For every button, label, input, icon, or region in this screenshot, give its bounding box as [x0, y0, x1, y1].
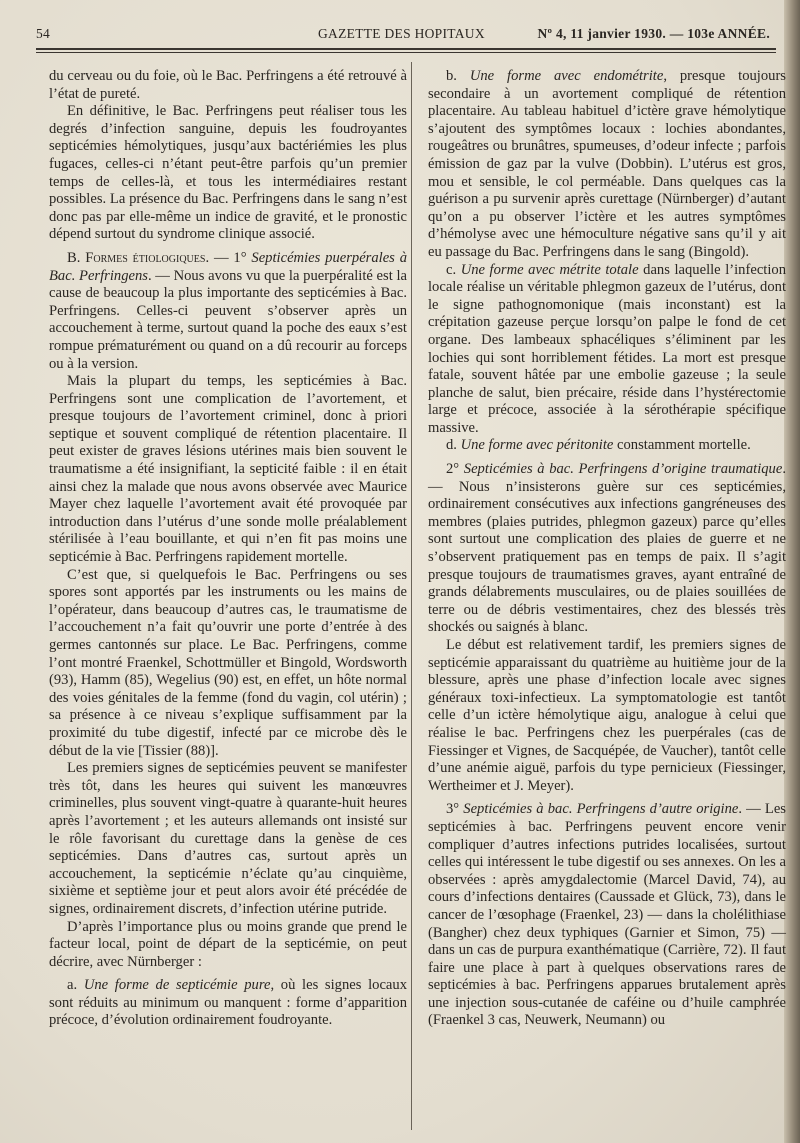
- section-heading: Formes étiologiques: [85, 249, 206, 266]
- paragraph: [49, 567, 407, 761]
- paragraph-text: Le début est relativement tardif, les premiers signes de septicémie apparaissant du quatrième au huitième jour de la blessure, après une phase d’infection locale avec signes généraux toxi-infectieux. La symptomatologie est tantôt celle d’un ictère hémolytique aigu, analogue à celui que réalise le bac. Perfringens chez les puerpérales (cas de Fiessinger et Vignes, de Sacquépée, de Vaucher), tantôt celle d’une anémie aiguë, parfois du type pernicieux (Fiessinger, Wertheimer et J. Meyer).: [428, 637, 786, 794]
- paragraph: [428, 68, 786, 262]
- paragraph-text: . — Nous avons vu que la puerpéralité est la cause de beaucoup la plus importante des septicémies à Bac. Perfringens. Celles-ci peuvent s’observer après un accouchement à terme, surtout quand la poche des eaux s’est rompue prématurément ou quand on a dû recourir au forceps ou à la version.: [49, 267, 407, 372]
- paragraph-text: constamment mortelle.: [613, 437, 751, 454]
- page-edge: [784, 0, 800, 1143]
- paragraph-lead: a.: [67, 977, 84, 994]
- paragraph-text: . — Les septicémies à bac. Perfringens peuvent encore venir compliquer d’autres infections putrides localisées, surtout celles qui intéressent le tube digestif ou ses annexes. On les a observées : après amygdalectomie (Marcel David, 74), au cours d’infections dentaires (Caussade et Glück, 73), dans le cancer de l’œsophage (Fraenkel, 23) — dans la cholélithiase (Bangher) chez deux typhiques (Garnier et Simon, 75) — dans un cas de purpura exanthématique (Carrière, 72). Il faut faire une place à part à quelques observations rares de septicémies à bac. Perfringens apparues brutalement après une injection sous-cutanée de caféine ou d’huile camphrée (Fraenkel 3 cas, Neuwerk, Neumann) ou: [428, 801, 786, 1029]
- paragraph: [49, 977, 407, 1030]
- header-rule-thin: [36, 52, 776, 53]
- paragraph: [49, 373, 407, 567]
- paragraph-lead: b.: [446, 68, 470, 84]
- page-number: 54: [36, 26, 51, 41]
- paragraph: [428, 262, 786, 438]
- issue-info: Nº 4, 11 janvier 1930. — 103e ANNÉE.: [537, 26, 770, 41]
- paragraph-text: , presque toujours secondaire à un avortement compliqué de rétention placentaire. Au tableau habituel d’ictère grave hémolytique s’ajoutent des symptômes locaux : lochies abondantes, rougeâtres ou brunâtres, spumeuses, d’odeur infecte ; parfois émission de gaz par la vulve (Dobbin). L’utérus est gros, mou et sensible, le col perméable. Dans quelques cas la guérison a pu survenir après curettage (Nürnberger) d’autant qu’on a pu observer l’ictère et les autres symptômes d’hémolyse avec une hémoculture négative sans qu’il y ait eu passage du Bac. Perfringens dans le sang (Bingold).: [428, 68, 786, 260]
- paragraph-text: Mais la plupart du temps, les septicémies à Bac. Perfringens sont une complication de l’avortement, et presque toujours de l’avortement criminel, donc à priori septique et souvent compliqué de rétention placentaire. Il peut exister de graves lésions utérines mais bien souvent le traumatisme a été insignifiant, la septicité faible : il en était ainsi chez la malade que nous avons observée avec Maurice Mayer chez laquelle l’avortement avait été provoquée par introduction dans l’utérus d’une sonde molle préalablement stérilisée à l’eau bouillante, et qui n’en fit pas moins une septicémie à Bac. Perfringens rapidement mortelle.: [49, 373, 407, 566]
- paragraph-text: C’est que, si quelquefois le Bac. Perfringens ou ses spores sont apportés par les instruments ou les mains de l’opérateur, dans beaucoup d’autres cas, le traumatisme de l’accouchement n’a fait qu’ouvrir une porte d’entrée à des germes cantonnés sur place. Le Bac. Perfringens, comme l’ont montré Fraenkel, Schottmüller et Bingold, Wordsworth (93), Hamm (85), Wegelius (90) est, en effet, un hôte normal des voies génitales de la femme (fond du vagin, col utérin) ; sa présence à ce niveau s’explique suffisamment par la proximité du tube digestif, infecté par ce microbe dès le début de la vie [Tissier (88)].: [49, 566, 407, 759]
- subsection-title: Septicémies à bac. Perfringens d’origine traumatique: [463, 461, 783, 478]
- page-header: [36, 26, 782, 48]
- paragraph-lead: 2°: [446, 461, 464, 478]
- subsection-title: Une forme de septicémie pure: [83, 977, 271, 994]
- paragraph-text: . — Nous n’insisterons guère sur ces septicémies, ordinairement consécutives aux infections gangréneuses des membres (plaies putrides, phlegmon gazeux) parce qu’elles sont surtout une complication des plaies de guerre et ne s’observent pratiquement pas en temps de paix. Il s’agit presque toujours de traumatismes graves, ayant entraîné de grands délabrements musculaires, ou de plaies souillées de terre ou de débris vestimentaires, chez des blessés très shockés ou saignés à blanc.: [428, 461, 786, 636]
- column-divider: [411, 62, 412, 1130]
- paragraph: [49, 68, 407, 103]
- subsection-title: Septicémies puerpérales à Bac. Perfringens: [49, 249, 408, 284]
- subsection-title: Une forme avec endométrite: [469, 68, 664, 84]
- paragraph: [49, 250, 407, 373]
- paragraph-text: , où les signes locaux sont réduits au minimum ou manquent : forme d’apparition précoce, d’évolution ordinairement foudroyante.: [49, 977, 407, 1029]
- subsection-title: Une forme avec métrite totale: [460, 261, 639, 278]
- paragraph-lead: B.: [67, 249, 86, 266]
- paragraph: [49, 760, 407, 918]
- subsection-title: Septicémies à bac. Perfringens d’autre origine: [463, 801, 739, 818]
- paragraph-lead: d.: [446, 437, 461, 454]
- paragraph-text: Les premiers signes de septicémies peuvent se manifester très tôt, dans les heures qui suivent les manœuvres criminelles, plus souvent vingt-quatre à quarante-huit heures après l’avortement ; et les auteurs allemands ont insisté sur le rôle favorisant du curettage dans la genèse de ces septicémies. Dans d’autres cas, surtout après un accouchement, la septicémie n’éclate qu’au cinquième, sixième et septième jour et peut alors avoir été précédée de signes, ordinairement discrets, d’infection utérine putride.: [49, 760, 407, 917]
- left-column: [49, 68, 407, 1030]
- right-column: [428, 68, 786, 1030]
- paragraph-text: D’après l’importance plus ou moins grande que prend le facteur local, point de départ de la septicémie, on peut décrire, avec Nürnberger :: [49, 918, 407, 970]
- paragraph-text: du cerveau ou du foie, où le Bac. Perfringens a été retrouvé à l’état de pureté.: [49, 68, 407, 102]
- paragraph: [428, 437, 786, 455]
- subsection-title: Une forme avec péritonite: [460, 437, 614, 454]
- paragraph-lead: c.: [446, 261, 461, 278]
- header-rule-thick: [36, 48, 776, 50]
- paragraph: [49, 919, 407, 972]
- paragraph-text: En définitive, le Bac. Perfringens peut réaliser tous les degrés d’infection sanguine, depuis les foudroyantes septicémies hémolytiques, jusqu’aux bactériémies les plus fugaces, celles-ci n’étant peut-être parfois qu’un premier temps de celles-là, et tous les intermédiaires restant possibles. La présence du Bac. Perfringens dans le sang n’est donc pas par elle-même un indice de gravité, et le pronostic dépend surtout du syndrome clinique associé.: [49, 103, 407, 243]
- journal-title: GAZETTE DES HOPITAUX: [318, 26, 485, 41]
- paragraph-text: dans laquelle l’infection locale réalise un véritable phlegmon gazeux de l’utérus, dont le signe pathognomonique (mais inconstant) est la crépitation gazeuse perçue lorsqu’on palpe le fond de cet organe. Des lambeaux sphacéliques s’éliminent par les lochies qui sont horriblement fétides. La mort est presque fatale, souvent hâtée par une embolie gazeuse ; la seule planche de salut, bien précaire, réside dans l’hystérectomie large et précoce, associée à la sérothérapie spécifique massive.: [428, 261, 786, 436]
- paragraph: [428, 801, 786, 1030]
- paragraph: [428, 637, 786, 795]
- paragraph: [428, 461, 786, 637]
- paragraph-lead: . — 1°: [205, 249, 252, 266]
- paragraph: [49, 103, 407, 244]
- paragraph-lead: 3°: [446, 801, 464, 818]
